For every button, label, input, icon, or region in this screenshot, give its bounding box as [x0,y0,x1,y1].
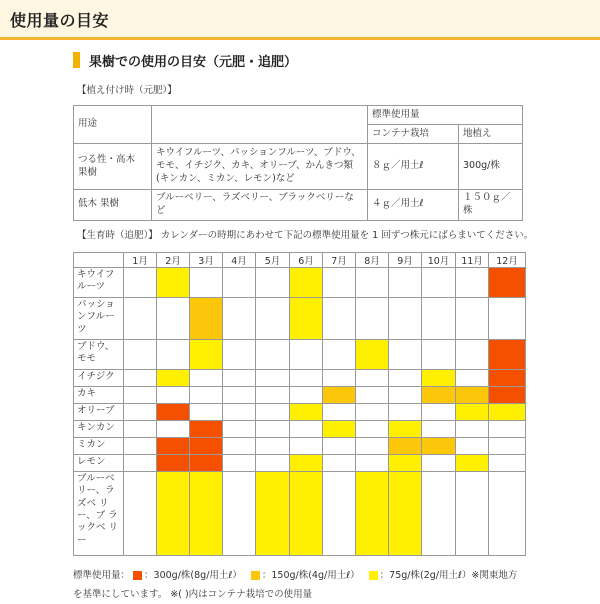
month-header: 8月 [356,253,389,268]
month-header: 3月 [190,253,223,268]
month-cell [190,268,223,298]
month-cell [489,340,526,370]
col-container-header: コンテナ栽培 [368,125,459,144]
table-row [74,472,526,556]
month-cell [389,370,422,387]
month-cell [124,298,157,340]
month-cell [389,455,422,472]
table-row [74,387,526,404]
month-cell [323,340,356,370]
month-header: 10月 [422,253,456,268]
month-cell [124,268,157,298]
month-cell [456,455,489,472]
table-row [74,455,526,472]
month-cell [256,455,290,472]
month-cell [323,421,356,438]
month-cell [356,421,389,438]
month-cell [157,421,190,438]
month-cell [223,387,256,404]
month-cell [389,268,422,298]
legend-note: を基準にしています。 ※( )内はコンテナ栽培での使用量 [73,589,313,600]
month-cell [256,370,290,387]
month-header: 7月 [323,253,356,268]
month-cell [422,268,456,298]
month-header: 5月 [256,253,290,268]
corner-cell [74,253,124,268]
planting-table [73,105,523,221]
month-cell [389,340,422,370]
table-row [74,340,526,370]
month-cell [456,404,489,421]
month-cell [157,404,190,421]
month-cell [190,438,223,455]
month-cell [489,298,526,340]
fruit-name: ブルーベ リー、ラ ズベ リー、ブ ラックベ リー [74,472,124,556]
table-row [74,144,523,190]
container-amount: ８ｇ／用土ℓ [368,144,459,190]
month-cell [489,455,526,472]
examples-cell: ブルーベリー、ラズベリー、ブラックベリーなど [152,190,368,221]
month-cell [290,340,323,370]
section-marker [73,52,80,68]
month-cell [223,340,256,370]
col-ground-header: 地植え [459,125,523,144]
month-cell [323,404,356,421]
month-cell [456,370,489,387]
month-cell [124,370,157,387]
month-cell [489,404,526,421]
legend-swatch-yellow [369,571,378,580]
month-cell [356,268,389,298]
month-header: 12月 [489,253,526,268]
month-cell [323,438,356,455]
month-cell [389,298,422,340]
page-header [0,0,600,40]
fruit-name: オリーブ [74,404,124,421]
month-cell [290,472,323,556]
month-cell [290,421,323,438]
month-cell [323,298,356,340]
month-header: 1月 [124,253,157,268]
table-row [74,421,526,438]
month-header: 2月 [157,253,190,268]
legend-prefix: 標準使用量： [73,570,131,581]
month-cell [290,387,323,404]
month-cell [157,472,190,556]
month-cell [489,268,526,298]
month-cell [422,438,456,455]
month-cell [223,455,256,472]
month-cell [223,438,256,455]
month-cell [256,298,290,340]
table-row [74,298,526,340]
fruit-name: キウイフ ルーツ [74,268,124,298]
planting-label: 【植え付け時（元肥）】 [77,85,177,96]
month-cell [256,472,290,556]
month-cell [290,455,323,472]
month-cell [456,472,489,556]
growth-calendar-table [73,252,526,556]
category-cell: 低木 果樹 [74,190,152,221]
page-title: 使用量の目安 [10,11,110,30]
month-cell [422,340,456,370]
month-cell [356,472,389,556]
month-cell [489,472,526,556]
month-cell [389,472,422,556]
legend-swatch-red [133,571,142,580]
month-cell [190,387,223,404]
table-row [74,370,526,387]
month-cell [456,268,489,298]
month-cell [290,298,323,340]
month-cell [124,472,157,556]
examples-cell: キウイフルーツ、パッションフルーツ、ブドウ、モモ、イチジク、カキ、オリーブ、かんきつ類(キンカン、ミカン、レモン)など [152,144,368,190]
month-cell [356,438,389,455]
month-cell [256,268,290,298]
month-cell [323,472,356,556]
month-cell [124,340,157,370]
month-cell [223,472,256,556]
month-cell [422,472,456,556]
month-cell [356,455,389,472]
legend-text-yellow: ：75g/株(2g/用土ℓ）※関東地方 [379,570,518,581]
month-cell [323,455,356,472]
month-cell [190,455,223,472]
col-examples-header [152,106,368,144]
month-cell [356,387,389,404]
legend-text-red: ：300g/株(8g/用土ℓ） [144,570,242,581]
col-use-header: 用途 [74,106,152,144]
month-cell [290,438,323,455]
month-cell [422,404,456,421]
month-header: 9月 [389,253,422,268]
month-header: 6月 [290,253,323,268]
month-cell [456,421,489,438]
month-cell [256,404,290,421]
month-cell [389,438,422,455]
month-cell [323,387,356,404]
fruit-name: レモン [74,455,124,472]
legend-text-orange: ：150g/株(4g/用土ℓ） [261,570,360,581]
month-cell [389,404,422,421]
month-cell [489,387,526,404]
month-cell [290,404,323,421]
month-cell [256,387,290,404]
month-cell [323,268,356,298]
month-cell [223,298,256,340]
month-cell [389,421,422,438]
legend [73,566,553,604]
month-cell [157,370,190,387]
ground-amount: １５０ｇ／株 [459,190,523,221]
month-cell [489,438,526,455]
month-cell [190,340,223,370]
month-cell [157,387,190,404]
month-header: 4月 [223,253,256,268]
month-cell [190,421,223,438]
month-cell [157,455,190,472]
fruit-name: パッショ ンフルー ツ [74,298,124,340]
month-cell [124,421,157,438]
table-row [74,190,523,221]
month-cell [190,298,223,340]
month-cell [290,370,323,387]
section-title-text: 果樹での使用の目安（元肥・追肥） [89,54,298,70]
table-row [74,438,526,455]
month-cell [256,421,290,438]
table-row [74,268,526,298]
month-cell [456,340,489,370]
ground-amount: 300g/株 [459,144,523,190]
month-cell [356,370,389,387]
fruit-name: カキ [74,387,124,404]
month-cell [456,298,489,340]
month-cell [323,370,356,387]
month-cell [422,421,456,438]
col-std-header: 標準使用量 [368,106,523,125]
month-cell [190,404,223,421]
fruit-name: ブドウ、 モモ [74,340,124,370]
month-cell [356,404,389,421]
month-cell [157,268,190,298]
month-cell [190,472,223,556]
month-cell [124,387,157,404]
month-cell [356,298,389,340]
legend-swatch-orange [251,571,260,580]
fruit-name: キンカン [74,421,124,438]
month-cell [422,387,456,404]
section-title [73,52,297,68]
month-cell [157,438,190,455]
month-cell [223,268,256,298]
growth-label: 【生育時（追肥）】 カレンダーの時期にあわせて下記の標準使用量を 1 回ずつ株元にばらまいてください。 [77,230,534,241]
month-cell [422,298,456,340]
fruit-name: ミカン [74,438,124,455]
month-cell [422,455,456,472]
month-cell [223,421,256,438]
month-cell [456,438,489,455]
month-cell [124,455,157,472]
month-cell [124,438,157,455]
month-cell [157,340,190,370]
month-cell [256,438,290,455]
category-cell: つる性・高木 果樹 [74,144,152,190]
month-cell [223,404,256,421]
month-cell [157,298,190,340]
month-cell [456,387,489,404]
month-cell [256,340,290,370]
month-cell [422,370,456,387]
month-cell [389,387,422,404]
month-cell [356,340,389,370]
month-cell [290,268,323,298]
month-header: 11月 [456,253,489,268]
container-amount: ４ｇ／用土ℓ [368,190,459,221]
month-cell [223,370,256,387]
month-cell [124,404,157,421]
table-row [74,404,526,421]
fruit-name: イチジク [74,370,124,387]
month-cell [489,370,526,387]
month-cell [489,421,526,438]
month-cell [190,370,223,387]
